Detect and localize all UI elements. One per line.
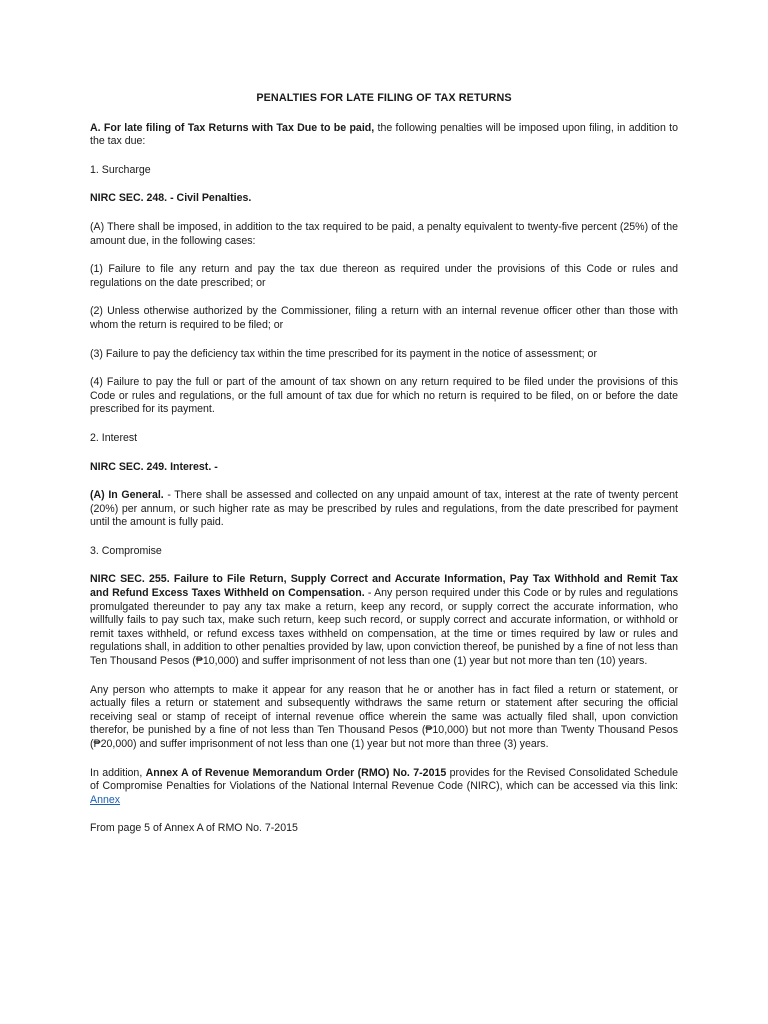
annex-rmo-title: Annex A of Revenue Memorandum Order (RMO) No. 7-2015 [145, 766, 447, 779]
sec-248-case-4: (4) Failure to pay the full or part of the amount of tax shown on any return required to be filed under the provisions of this Code or rules and regulations, or the full amount of tax due for which no return is required to be filed, on or before the date prescribed for its payment. [90, 376, 678, 416]
interest-heading: 2. Interest [90, 431, 138, 444]
section-a-intro [90, 122, 678, 149]
section-a-lead: A. For late filing of Tax Returns with Tax Due to be paid, [90, 121, 375, 134]
sec-248-title: NIRC SEC. 248. - Civil Penalties. [90, 192, 252, 205]
document-title: PENALTIES FOR LATE FILING OF TAX RETURNS [256, 92, 512, 104]
sec-255-paragraph [90, 573, 678, 668]
sec-255-paragraph-2: Any person who attempts to make it appear for any reason that he or another has in fact filed a return or statement, or actually files a return or statement and subsequently withdraws the same return or statement after securing the official receiving seal or stamp of receipt of internal revenue office wherein the same was actually filed shall, upon conviction therefor, be punished by a fine of not less than Ten Thousand Pesos (₱10,000) but not more than Twenty Thousand Pesos (₱20,000) and suffer imprisonment of not less than one (1) year but not more than three (3) years. [90, 683, 678, 750]
sec-248-case-3: (3) Failure to pay the deficiency tax within the time prescribed for its payment in the notice of assessment; or [90, 347, 597, 360]
sec-249-title: NIRC SEC. 249. Interest. - [90, 460, 218, 473]
annex-pre: In addition, [90, 766, 146, 779]
sec-249-general-text: - There shall be assessed and collected on any unpaid amount of tax, interest at the rate of twenty percent (20%) per annum, or such higher rate as may be prescribed by rules and regulations, from the date prescribed for payment until the amount is fully paid. [90, 489, 678, 529]
sec-249-general [90, 489, 678, 530]
annex-post: provides for the Revised Consolidated Schedule of Compromise Penalties for Violations of the National Internal Revenue Code (NIRC), which can be accessed via this link: [90, 766, 678, 793]
sec-248-case-1: (1) Failure to file any return and pay the tax due thereon as required under the provisions of this Code or rules and regulations on the date prescribed; or [90, 263, 678, 289]
sec-255-text: - Any person required under this Code or by rules and regulations promulgated thereunder to pay any tax make a return, keep any record, or supply correct the accurate information, who willfully fails to pay such tax, make such return, keep such record, or supply correct and accurate information, or withhold or remit taxes withheld, or refund excess taxes withheld on compensation, at the time or times required by law or rules and regulations shall, in addition to other penalties provided by law, upon conviction thereof, be punished by a fine of not less than Ten Thousand Pesos (₱10,000) and suffer imprisonment of not less than one (1) year but not more than ten (10) years. [90, 587, 678, 668]
section-a-rest: the following penalties will be imposed upon filing, in addition to the tax due: [90, 121, 678, 148]
annex-paragraph [90, 767, 678, 808]
annex-link[interactable]: Annex [90, 793, 121, 806]
surcharge-heading: 1. Surcharge [90, 163, 151, 176]
sec-249-general-label: (A) In General. [90, 489, 164, 502]
sec-255-title: NIRC SEC. 255. Failure to File Return, Supply Correct and Accurate Information, Pay Tax Withhold and Remit Tax and Refund Excess Taxes Withheld on Compensation. [90, 573, 678, 600]
sec-248-intro: (A) There shall be imposed, in addition to the tax required to be paid, a penalty equivalent to twenty-five percent (25%) of the amount due, in the following cases: [90, 220, 678, 247]
annex-footer-note: From page 5 of Annex A of RMO No. 7-2015 [90, 822, 298, 835]
sec-248-case-2: (2) Unless otherwise authorized by the Commissioner, filing a return with an internal revenue officer other than those with whom the return is required to be filed; or [90, 305, 678, 331]
compromise-heading: 3. Compromise [90, 544, 162, 557]
